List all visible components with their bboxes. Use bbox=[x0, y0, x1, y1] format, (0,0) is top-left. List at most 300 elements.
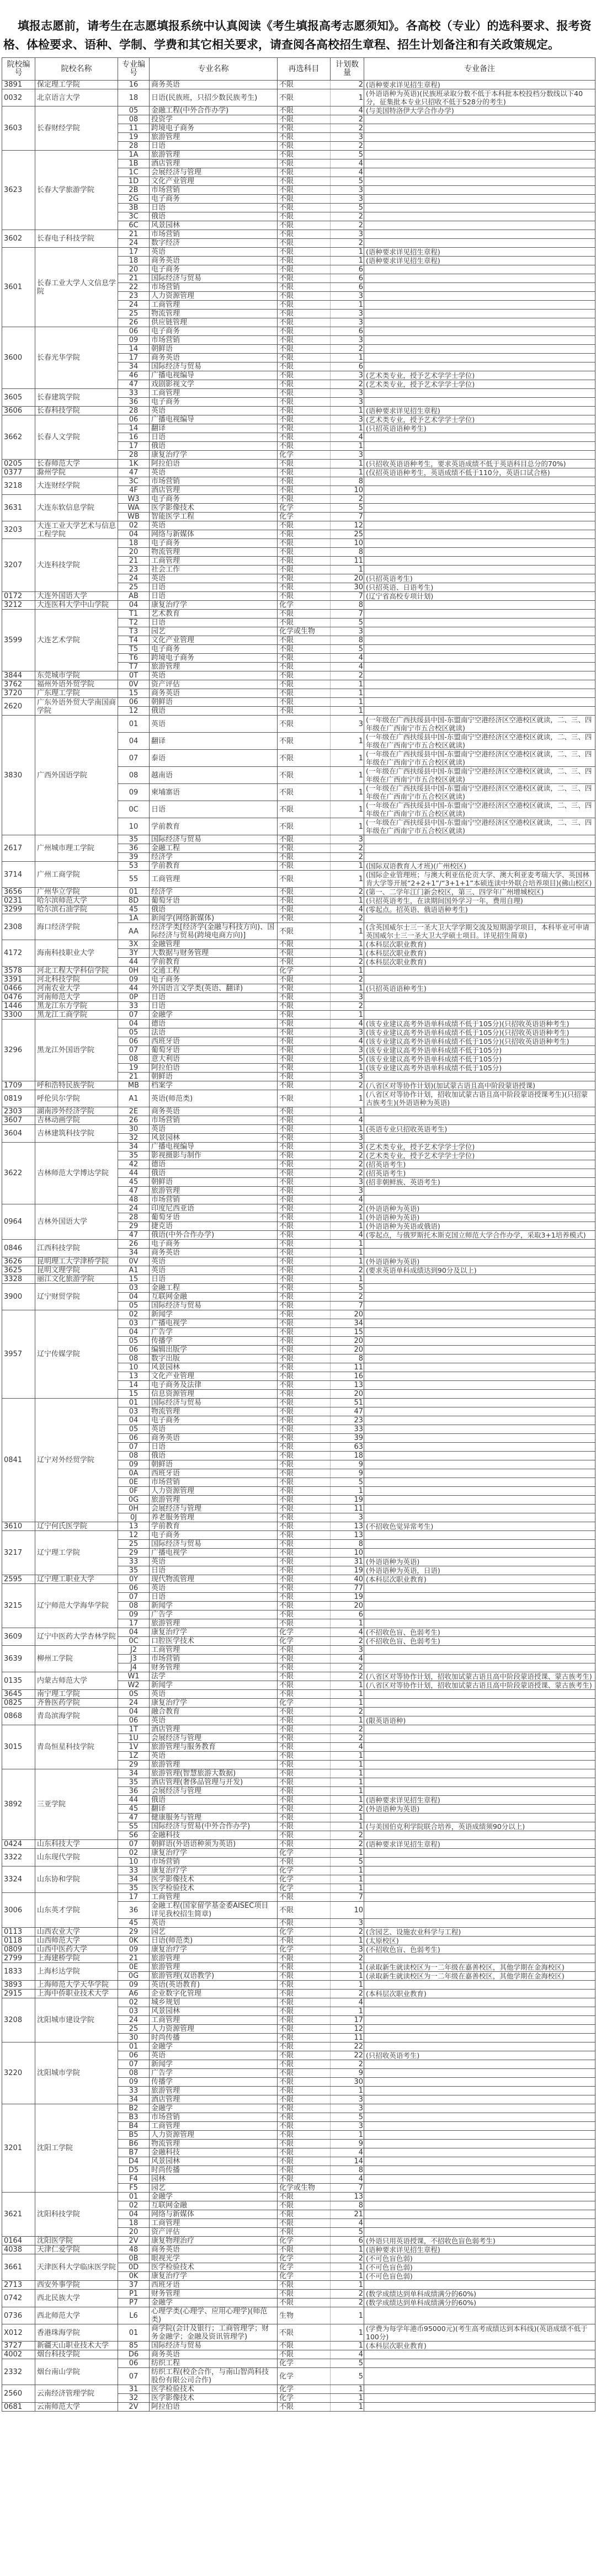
table-row bbox=[2, 1849, 595, 1858]
major-code: 2E bbox=[118, 1107, 150, 1116]
major-code: 0S bbox=[118, 1690, 150, 1699]
table-row bbox=[2, 1116, 595, 1125]
major-name: 新闻学 bbox=[150, 1602, 278, 1610]
major-remarks bbox=[364, 1363, 595, 1372]
school-name: 大连医科大学中山学院 bbox=[35, 601, 118, 610]
plan-count: 1 bbox=[331, 1937, 364, 1945]
school-code: 0466 bbox=[2, 984, 35, 993]
major-remarks: (辽宁省高校专项计划) bbox=[364, 592, 595, 601]
plan-count: 34 bbox=[331, 1319, 364, 1328]
major-remarks bbox=[364, 1372, 595, 1381]
school-name: 吉林建筑科技学院 bbox=[35, 1125, 118, 1143]
major-name: 工商管理 bbox=[150, 1646, 278, 1655]
subject-requirement: 不限 bbox=[278, 133, 331, 142]
major-name: 传播学 bbox=[150, 2078, 278, 2087]
major-code: 0G bbox=[118, 1496, 150, 1505]
major-remarks bbox=[364, 1460, 595, 1469]
major-remarks bbox=[364, 566, 595, 574]
major-name: 阿拉伯语 bbox=[150, 1064, 278, 1073]
subject-requirement: 不限 bbox=[278, 871, 331, 888]
major-name: 物流管理 bbox=[150, 548, 278, 557]
plan-count: 2 bbox=[331, 142, 364, 151]
major-code: 10 bbox=[118, 818, 150, 835]
major-name: 广告学 bbox=[150, 1610, 278, 1619]
major-code: S5 bbox=[118, 1822, 150, 1831]
school-name: 长春光华学院 bbox=[35, 327, 118, 389]
subject-requirement: 不限 bbox=[278, 1134, 331, 1143]
major-name: 纺织工程(校企合作，与南山智尚科技股份有限公司合作) bbox=[150, 2368, 278, 2385]
plan-count: 1 bbox=[331, 257, 364, 265]
major-name: 俄语 bbox=[150, 707, 278, 716]
plan-count: 3 bbox=[331, 318, 364, 327]
plan-count: 7 bbox=[331, 610, 364, 618]
major-remarks: (外语语种为英语) bbox=[364, 1558, 595, 1566]
school-code: 3645 bbox=[2, 1690, 35, 1699]
major-remarks bbox=[364, 680, 595, 689]
school-code: 3208 bbox=[2, 1998, 35, 2042]
major-code: B3 bbox=[118, 2113, 150, 2122]
major-name: 旅游管理 bbox=[150, 1761, 278, 1769]
plan-count: 3 bbox=[331, 398, 364, 407]
major-remarks bbox=[364, 177, 595, 186]
subject-requirement: 不限 bbox=[278, 1531, 331, 1540]
major-code: 07 bbox=[118, 1443, 150, 1452]
major-remarks: (该专业建议高考外语单科成绩不低于105分)(只招收英语语种考生) bbox=[364, 1020, 595, 1028]
subject-requirement: 不限 bbox=[278, 784, 331, 801]
major-code: 04 bbox=[118, 1293, 150, 1302]
subject-requirement: 化学 bbox=[278, 2272, 331, 2281]
major-remarks: (一年级在广西扶绥县中国-东盟南宁空港经济区空港校区就读，二、三、四年级在广西南宁市五合校区就读) bbox=[364, 801, 595, 818]
plan-count: 8 bbox=[331, 601, 364, 610]
subject-requirement: 不限 bbox=[278, 2403, 331, 2412]
school-code: 2713 bbox=[2, 2281, 35, 2290]
table-row bbox=[2, 698, 595, 707]
major-remarks bbox=[364, 2157, 595, 2166]
plan-count: 1 bbox=[331, 949, 364, 958]
major-code: 09 bbox=[118, 1610, 150, 1619]
subject-requirement: 不限 bbox=[278, 1354, 331, 1363]
major-remarks bbox=[364, 1725, 595, 1734]
plan-count: 1 bbox=[331, 1011, 364, 1020]
major-name: 国际经济与贸易 bbox=[150, 1399, 278, 1407]
major-name: 酒店管理 bbox=[150, 1725, 278, 1734]
major-code: 21 bbox=[118, 1954, 150, 1963]
subject-requirement: 不限 bbox=[278, 1064, 331, 1073]
major-name: 英语 bbox=[150, 1257, 278, 1266]
major-remarks bbox=[364, 2148, 595, 2157]
major-name: 市场营销 bbox=[150, 1655, 278, 1663]
major-code: T6 bbox=[118, 654, 150, 663]
major-code: 09 bbox=[118, 975, 150, 984]
major-name: 时尚传播 bbox=[150, 2166, 278, 2175]
plan-count: 1 bbox=[331, 2263, 364, 2272]
major-remarks: (语种要求详见招生章程) bbox=[364, 257, 595, 265]
major-code: F5 bbox=[118, 2184, 150, 2193]
school-name: 西北民族大学 bbox=[35, 2290, 118, 2307]
major-remarks: (与美国伯克利学院联合培养，英语成绩须90分以上) bbox=[364, 1822, 595, 1831]
major-code: 08 bbox=[118, 115, 150, 124]
major-name: 文化产业管理 bbox=[150, 1372, 278, 1381]
major-name: 商务英语 bbox=[150, 2350, 278, 2359]
major-code: 44 bbox=[118, 984, 150, 993]
major-code: J3 bbox=[118, 1655, 150, 1663]
subject-requirement: 不限 bbox=[278, 354, 331, 362]
major-name: 越南语 bbox=[150, 767, 278, 784]
plan-count: 16 bbox=[331, 1372, 364, 1381]
major-code: D6 bbox=[118, 2350, 150, 2359]
major-remarks bbox=[364, 115, 595, 124]
major-name: 康复治疗学 bbox=[150, 1699, 278, 1708]
plan-count: 3 bbox=[331, 2104, 364, 2113]
subject-requirement: 不限 bbox=[278, 835, 331, 844]
subject-requirement: 不限 bbox=[278, 1363, 331, 1372]
major-remarks bbox=[364, 124, 595, 133]
school-code: 3607 bbox=[2, 1116, 35, 1125]
plan-count: 4 bbox=[331, 1116, 364, 1125]
major-name: 商务英语 bbox=[150, 1107, 278, 1116]
major-name: 文化产业管理 bbox=[150, 177, 278, 186]
major-code: 0D bbox=[118, 2263, 150, 2272]
plan-count: 9 bbox=[331, 1460, 364, 1469]
school-name: 辽宁理工学院 bbox=[35, 1531, 118, 1575]
major-name: 资产评估 bbox=[150, 2228, 278, 2237]
school-name: 黑龙江外国语学院 bbox=[35, 1020, 118, 1081]
major-code: 14 bbox=[118, 424, 150, 433]
major-name: 商务英语 bbox=[150, 1434, 278, 1443]
plan-count: 3 bbox=[331, 1187, 364, 1196]
plan-count: 1 bbox=[331, 767, 364, 784]
table-row bbox=[2, 407, 595, 415]
plan-count: 1 bbox=[331, 442, 364, 451]
major-code: 8D bbox=[118, 897, 150, 905]
major-name: 法语 bbox=[150, 1028, 278, 1037]
subject-requirement: 不限 bbox=[278, 301, 331, 310]
subject-requirement: 不限 bbox=[278, 1407, 331, 1416]
major-code: 1A bbox=[118, 914, 150, 923]
plan-count: 1 bbox=[331, 566, 364, 574]
plan-count: 3 bbox=[331, 1028, 364, 1037]
plan-count: 13 bbox=[331, 1381, 364, 1390]
table-row bbox=[2, 2042, 595, 2051]
school-code: 3296 bbox=[2, 1020, 35, 1081]
major-name: 翻译 bbox=[150, 733, 278, 750]
subject-requirement: 不限 bbox=[278, 592, 331, 601]
major-name: 纺织工程 bbox=[150, 2359, 278, 2368]
subject-requirement: 不限 bbox=[278, 2078, 331, 2087]
subject-requirement: 不限 bbox=[278, 1646, 331, 1655]
school-code: 0825 bbox=[2, 1699, 35, 1708]
major-code: J2 bbox=[118, 1646, 150, 1655]
plan-count: 4 bbox=[331, 1743, 364, 1752]
major-name: 健康服务与管理 bbox=[150, 1814, 278, 1822]
plan-count: 3 bbox=[331, 310, 364, 318]
subject-requirement: 不限 bbox=[278, 1602, 331, 1610]
subject-requirement: 不限 bbox=[278, 1346, 331, 1354]
major-remarks bbox=[364, 2042, 595, 2051]
major-name: 酒店管理 bbox=[150, 2095, 278, 2104]
school-name: 青岛恒星科技学院 bbox=[35, 1725, 118, 1769]
subject-requirement: 不限 bbox=[278, 124, 331, 133]
plan-count: 21 bbox=[331, 2210, 364, 2219]
school-code: 3762 bbox=[2, 680, 35, 689]
major-remarks bbox=[364, 1478, 595, 1487]
major-remarks bbox=[364, 1619, 595, 1628]
major-remarks bbox=[364, 2193, 595, 2201]
plan-count: 1 bbox=[331, 680, 364, 689]
major-name: 市场营销 bbox=[150, 1478, 278, 1487]
major-name: 金融学 bbox=[150, 2193, 278, 2201]
intro-notice bbox=[0, 0, 596, 57]
subject-requirement: 不限 bbox=[278, 442, 331, 451]
school-code: 3606 bbox=[2, 407, 35, 415]
major-remarks bbox=[364, 1858, 595, 1866]
school-code: 3602 bbox=[2, 230, 35, 248]
subject-requirement: 不限 bbox=[278, 1399, 331, 1407]
school-name: 东莞城市学院 bbox=[35, 671, 118, 680]
major-code: 20 bbox=[118, 548, 150, 557]
subject-requirement: 不限 bbox=[278, 1055, 331, 1064]
plan-count: 3 bbox=[331, 1646, 364, 1655]
major-remarks: (本科层次职业教育) bbox=[364, 949, 595, 958]
major-code: 36 bbox=[118, 1787, 150, 1796]
plan-count: 5 bbox=[331, 2359, 364, 2368]
major-code: 11 bbox=[118, 124, 150, 133]
plan-count: 3 bbox=[331, 451, 364, 460]
major-name: 日语(师范类) bbox=[150, 1937, 278, 1945]
major-name: 葡萄牙语 bbox=[150, 897, 278, 905]
major-remarks bbox=[364, 1663, 595, 1672]
major-name: 日语 bbox=[150, 993, 278, 1002]
major-code: 06 bbox=[118, 1434, 150, 1443]
plan-count: 1 bbox=[331, 2087, 364, 2095]
subject-requirement: 不限 bbox=[278, 318, 331, 327]
plan-count: 2 bbox=[331, 888, 364, 897]
major-name: 财务管理 bbox=[150, 2290, 278, 2298]
major-remarks bbox=[364, 2201, 595, 2210]
major-remarks bbox=[364, 1505, 595, 1513]
major-name: 医学影像技术 bbox=[150, 1875, 278, 1884]
school-name: 黑龙江东方学院 bbox=[35, 1002, 118, 1011]
plan-count: 22 bbox=[331, 2042, 364, 2051]
major-remarks: (八省区对等协作计划)(加试蒙古语且高中阶段蒙语授课) bbox=[364, 1081, 595, 1090]
plan-count: 1 bbox=[331, 2394, 364, 2403]
school-code: 3578 bbox=[2, 967, 35, 975]
school-code: 4172 bbox=[2, 940, 35, 967]
school-code: 3207 bbox=[2, 539, 35, 592]
major-name: 旅游管理 bbox=[150, 1496, 278, 1505]
subject-requirement: 不限 bbox=[278, 2342, 331, 2350]
major-remarks bbox=[364, 689, 595, 698]
subject-requirement: 不限 bbox=[278, 1593, 331, 1602]
major-code: 26 bbox=[118, 318, 150, 327]
major-name: 数字经济 bbox=[150, 239, 278, 248]
major-name: 商务英语 bbox=[150, 1249, 278, 1257]
subject-requirement: 化学 bbox=[278, 1699, 331, 1708]
plan-count: 2 bbox=[331, 1663, 364, 1672]
major-remarks bbox=[364, 2007, 595, 2016]
major-code: W2 bbox=[118, 1681, 150, 1690]
major-code: 17 bbox=[118, 354, 150, 362]
major-code: 22 bbox=[118, 283, 150, 292]
major-name: 德语 bbox=[150, 1160, 278, 1169]
major-remarks bbox=[364, 1390, 595, 1399]
subject-requirement: 不限 bbox=[278, 539, 331, 548]
plan-count: 1 bbox=[331, 1769, 364, 1778]
school-code: 3631 bbox=[2, 495, 35, 521]
major-name: 阿拉伯语 bbox=[150, 460, 278, 468]
major-name: 金融学 bbox=[150, 1011, 278, 1020]
table-row bbox=[2, 1143, 595, 1151]
major-code: 24 bbox=[118, 574, 150, 583]
major-code: 26 bbox=[118, 1240, 150, 1249]
major-remarks bbox=[364, 486, 595, 495]
major-remarks bbox=[364, 1002, 595, 1011]
school-name: 山东科技大学 bbox=[35, 1840, 118, 1849]
major-code: 34 bbox=[118, 1769, 150, 1778]
plan-count: 3 bbox=[331, 993, 364, 1002]
major-name: 日语 bbox=[150, 1593, 278, 1602]
subject-requirement: 生物 bbox=[278, 2307, 331, 2324]
major-name: 融合教育 bbox=[150, 1708, 278, 1716]
school-name: 山东协和学院 bbox=[35, 1866, 118, 1893]
major-code: A1 bbox=[118, 1266, 150, 1275]
major-code: 0C bbox=[118, 801, 150, 818]
major-remarks bbox=[364, 698, 595, 707]
major-code: 09 bbox=[118, 2078, 150, 2087]
school-code: 0118 bbox=[2, 1937, 35, 1945]
major-name: 电子商务 bbox=[150, 645, 278, 654]
major-remarks bbox=[364, 1284, 595, 1293]
school-name: 沈阳城市学院 bbox=[35, 2042, 118, 2104]
school-code: 3891 bbox=[2, 81, 35, 89]
subject-requirement: 不限 bbox=[278, 1275, 331, 1284]
major-name: 翻译 bbox=[150, 424, 278, 433]
major-code: 0G bbox=[118, 1972, 150, 1981]
major-remarks bbox=[364, 1310, 595, 1319]
major-name: 英语 bbox=[150, 1716, 278, 1725]
major-code: 1D bbox=[118, 177, 150, 186]
major-remarks: (八省区对等协作计划，招收加试蒙古语且高中阶段蒙语授课考生)(只招蒙古族考生)(外语语种为英语) bbox=[364, 1090, 595, 1107]
major-remarks: (一年级在广西扶绥县中国-东盟南宁空港经济区空港校区就读，二、三、四年级在广西南宁市五合校区就读) bbox=[364, 784, 595, 801]
plan-count: 15 bbox=[331, 1328, 364, 1337]
plan-count: 20 bbox=[331, 1390, 364, 1399]
major-code: 07 bbox=[118, 1011, 150, 1020]
table-row bbox=[2, 1893, 595, 1902]
subject-requirement: 不限 bbox=[278, 2051, 331, 2060]
table-row bbox=[2, 2246, 595, 2254]
major-name: 康复治疗学 bbox=[150, 451, 278, 460]
school-code: 4002 bbox=[2, 2350, 35, 2359]
major-name: 金融工程(国家留学基金委AISEC项目详见我校招生简章) bbox=[150, 1902, 278, 1919]
major-name: 风景园林 bbox=[150, 221, 278, 230]
school-code: 3599 bbox=[2, 610, 35, 671]
major-code: W3 bbox=[118, 495, 150, 504]
major-code: 3B bbox=[118, 204, 150, 212]
plan-count: 6 bbox=[331, 265, 364, 274]
school-code: 3603 bbox=[2, 106, 35, 151]
major-name: 商务英语 bbox=[150, 257, 278, 265]
major-name: 电子商务 bbox=[150, 327, 278, 336]
subject-requirement: 不限 bbox=[278, 159, 331, 168]
school-name: 北京语言大学 bbox=[35, 89, 118, 106]
table-row bbox=[2, 2359, 595, 2368]
major-name: 国际经济与贸易 bbox=[150, 835, 278, 844]
subject-requirement: 不限 bbox=[278, 993, 331, 1002]
major-code: 01 bbox=[118, 888, 150, 897]
major-code: S6 bbox=[118, 1831, 150, 1840]
major-remarks bbox=[364, 993, 595, 1002]
school-code: 3212 bbox=[2, 601, 35, 610]
major-remarks bbox=[364, 2166, 595, 2175]
subject-requirement: 不限 bbox=[278, 1919, 331, 1928]
major-name: 俄语 bbox=[150, 1452, 278, 1460]
major-remarks: (一年级在广西扶绥县中国-东盟南宁空港经济区空港校区就读，二、三、四年级在广西南宁市五合校区就读) bbox=[364, 750, 595, 767]
school-name: 保定理工学院 bbox=[35, 81, 118, 89]
school-code: 3900 bbox=[2, 1284, 35, 1310]
major-name: 葡萄牙语 bbox=[150, 1213, 278, 1222]
major-name: 工商管理 bbox=[150, 389, 278, 398]
major-remarks: (含园艺、设施农业科学与工程) bbox=[364, 1928, 595, 1937]
major-code: 35 bbox=[118, 835, 150, 844]
major-remarks bbox=[364, 2078, 595, 2087]
table-row bbox=[2, 1011, 595, 1020]
subject-requirement: 不限 bbox=[278, 1160, 331, 1169]
subject-requirement: 不限 bbox=[278, 1002, 331, 1011]
subject-requirement: 不限 bbox=[278, 862, 331, 871]
table-row bbox=[2, 477, 595, 486]
major-name: 英语 bbox=[150, 468, 278, 477]
major-remarks bbox=[364, 230, 595, 239]
table-row bbox=[2, 601, 595, 610]
major-remarks bbox=[364, 195, 595, 204]
plan-count: 1 bbox=[331, 750, 364, 767]
major-name: 大数据与财务管理 bbox=[150, 949, 278, 958]
major-remarks: (招非朝鲜族、英语考生) bbox=[364, 1178, 595, 1187]
plan-count: 6 bbox=[331, 2237, 364, 2246]
subject-requirement: 不限 bbox=[278, 618, 331, 627]
major-remarks bbox=[364, 2228, 595, 2237]
subject-requirement: 不限 bbox=[278, 1708, 331, 1716]
plan-count: 20 bbox=[331, 1602, 364, 1610]
major-remarks bbox=[364, 1354, 595, 1363]
major-name: 养老服务管理 bbox=[150, 1513, 278, 1522]
major-code: 47 bbox=[118, 1814, 150, 1822]
major-code: 07 bbox=[118, 2368, 150, 2385]
plan-count: 2 bbox=[331, 1990, 364, 1998]
major-name: 商务英语 bbox=[150, 689, 278, 698]
major-code: 05 bbox=[118, 1337, 150, 1346]
table-row bbox=[2, 835, 595, 844]
subject-requirement: 不限 bbox=[278, 106, 331, 115]
major-name: 电子商务 bbox=[150, 265, 278, 274]
major-name: 旅游管理 bbox=[150, 1963, 278, 1972]
school-name: 上海中侨职业技术大学 bbox=[35, 1990, 118, 1998]
major-name: 医学影像技术 bbox=[150, 2394, 278, 2403]
subject-requirement: 化学 bbox=[278, 601, 331, 610]
plan-count: 1 bbox=[331, 2324, 364, 2342]
table-row bbox=[2, 389, 595, 398]
major-name: 英语 bbox=[150, 248, 278, 257]
major-name: 经济学 bbox=[150, 888, 278, 897]
subject-requirement: 化学 bbox=[278, 513, 331, 521]
subject-requirement: 不限 bbox=[278, 905, 331, 914]
school-name: 江西科技学院 bbox=[35, 1240, 118, 1257]
school-code: 2915 bbox=[2, 1990, 35, 1998]
major-name: 医学检验技术 bbox=[150, 2263, 278, 2272]
plan-count: 1 bbox=[331, 1249, 364, 1257]
major-code: 02 bbox=[118, 1998, 150, 2007]
major-code: 24 bbox=[118, 2016, 150, 2025]
